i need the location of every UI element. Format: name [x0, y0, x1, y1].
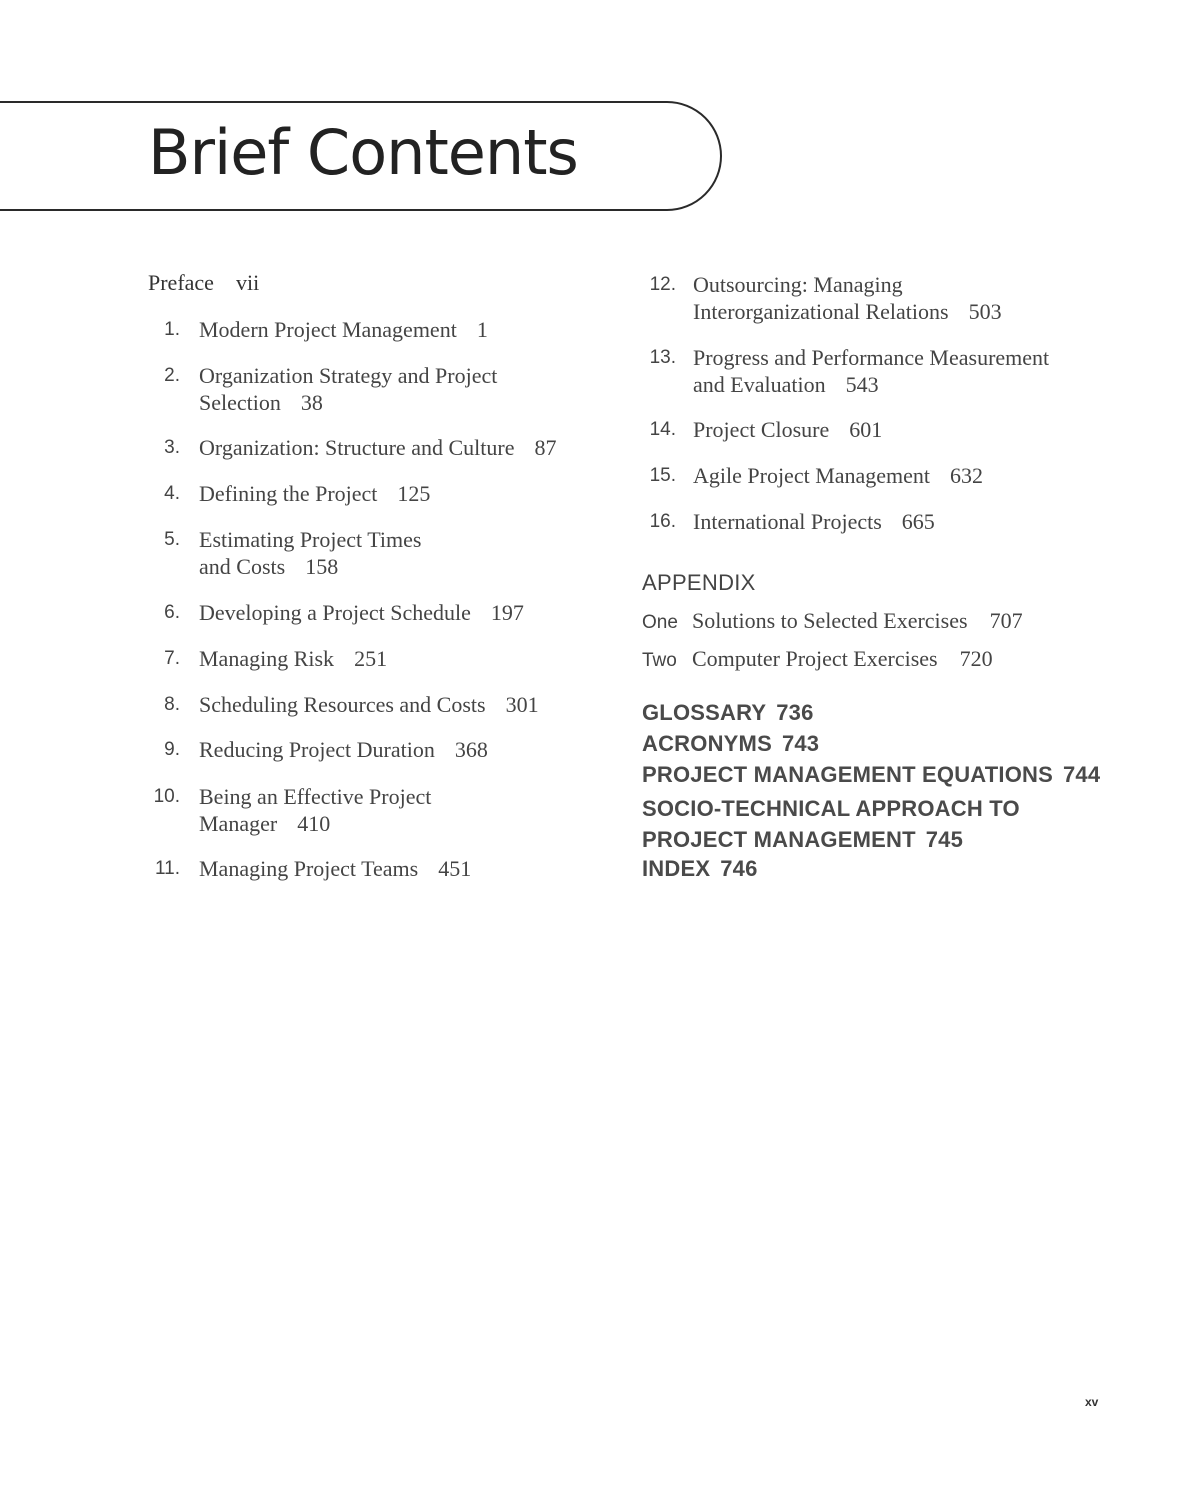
chapter-number: 16. — [649, 511, 676, 532]
chapter-number: 4. — [164, 483, 180, 504]
back-matter-page: 745 — [925, 827, 964, 852]
chapter-title: Reducing Project Duration — [199, 737, 435, 762]
page-title: Brief Contents — [148, 116, 578, 189]
chapter-title: Project Closure — [693, 417, 830, 442]
chapter-number: 13. — [649, 347, 676, 368]
chapter-title: Organization Strategy and Project — [199, 363, 498, 388]
toc-equations[interactable] — [642, 762, 1100, 788]
chapter-page: 503 — [968, 299, 1002, 324]
chapter-number: 5. — [164, 529, 180, 550]
preface-label: Preface — [148, 270, 214, 295]
chapter-page: 601 — [849, 417, 883, 442]
toc-appendix-two[interactable] — [642, 646, 993, 672]
chapter-number: 14. — [649, 419, 676, 440]
chapter-page: 38 — [300, 390, 323, 415]
chapter-number: 3. — [164, 437, 180, 458]
chapter-number: 15. — [649, 465, 676, 486]
chapter-page: 251 — [354, 646, 388, 671]
chapter-number: 8. — [164, 694, 180, 715]
back-matter-page: 743 — [781, 731, 820, 756]
toc-appendix-one[interactable] — [642, 608, 1023, 634]
toc-socio-technical[interactable] — [642, 793, 1020, 855]
chapter-page: 87 — [534, 435, 557, 460]
back-matter-title: GLOSSARY — [642, 700, 767, 725]
chapter-page: 125 — [397, 481, 431, 506]
chapter-title: Developing a Project Schedule — [199, 600, 471, 625]
chapter-page: 368 — [454, 737, 488, 762]
back-matter-title: INDEX — [642, 856, 711, 881]
chapter-number: 11. — [154, 858, 180, 879]
chapter-number: 9. — [164, 739, 180, 760]
appendix-page: 720 — [959, 646, 993, 671]
chapter-title: Managing Project Teams — [199, 856, 419, 881]
chapter-title: Outsourcing: Managing — [693, 272, 903, 297]
chapter-page: 451 — [438, 856, 472, 881]
chapter-title: Modern Project Management — [199, 317, 457, 342]
chapter-title-cont: Interorganizational Relations — [693, 299, 949, 324]
chapter-number: 7. — [164, 648, 180, 669]
chapter-page: 197 — [490, 600, 524, 625]
back-matter-title: PROJECT MANAGEMENT EQUATIONS — [642, 762, 1053, 787]
chapter-title-cont: Manager — [199, 811, 278, 836]
appendix-label: Two — [642, 650, 677, 671]
chapter-title: Scheduling Resources and Costs — [199, 692, 486, 717]
toc-index[interactable] — [642, 856, 758, 882]
back-matter-page: 746 — [720, 856, 758, 881]
back-matter-title-cont: PROJECT MANAGEMENT — [642, 827, 916, 852]
chapter-title-cont: and Costs — [199, 554, 286, 579]
chapter-title: Organization: Structure and Culture — [199, 435, 515, 460]
chapter-title: Being an Effective Project — [199, 784, 432, 809]
back-matter-page: 744 — [1063, 762, 1101, 787]
appendix-heading: APPENDIX — [642, 570, 756, 595]
chapter-title: Progress and Performance Measurement — [693, 345, 1050, 370]
chapter-title: Defining the Project — [199, 481, 378, 506]
back-matter-title: ACRONYMS — [642, 731, 772, 756]
chapter-page: 158 — [305, 554, 339, 579]
back-matter-page: 736 — [776, 700, 814, 725]
chapter-title-cont: and Evaluation — [693, 372, 826, 397]
chapter-number: 12. — [649, 274, 676, 295]
appendix-title: Computer Project Exercises — [692, 646, 938, 671]
back-matter-title: SOCIO-TECHNICAL APPROACH TO — [642, 796, 1020, 821]
chapter-title: Managing Risk — [199, 646, 335, 671]
preface-page: vii — [235, 270, 260, 295]
chapter-title: International Projects — [693, 509, 882, 534]
chapter-number: 1. — [164, 319, 180, 340]
chapter-page: 665 — [901, 509, 935, 534]
page-number: xv — [1085, 1395, 1099, 1409]
chapter-number: 2. — [164, 365, 180, 386]
chapter-page: 543 — [845, 372, 879, 397]
toc-preface[interactable] — [148, 270, 259, 296]
chapter-title: Agile Project Management — [693, 463, 931, 488]
chapter-title: Estimating Project Times — [199, 527, 422, 552]
chapter-page: 301 — [505, 692, 539, 717]
toc-glossary[interactable] — [642, 700, 814, 726]
appendix-page: 707 — [989, 608, 1023, 633]
toc-acronyms[interactable] — [642, 731, 819, 757]
chapter-number: 10. — [153, 786, 180, 807]
appendix-title: Solutions to Selected Exercises — [692, 608, 968, 633]
chapter-title-cont: Selection — [199, 390, 281, 415]
appendix-label: One — [642, 612, 678, 633]
chapter-page: 632 — [950, 463, 984, 488]
chapter-page: 1 — [476, 317, 488, 342]
chapter-page: 410 — [297, 811, 331, 836]
chapter-number: 6. — [164, 602, 180, 623]
